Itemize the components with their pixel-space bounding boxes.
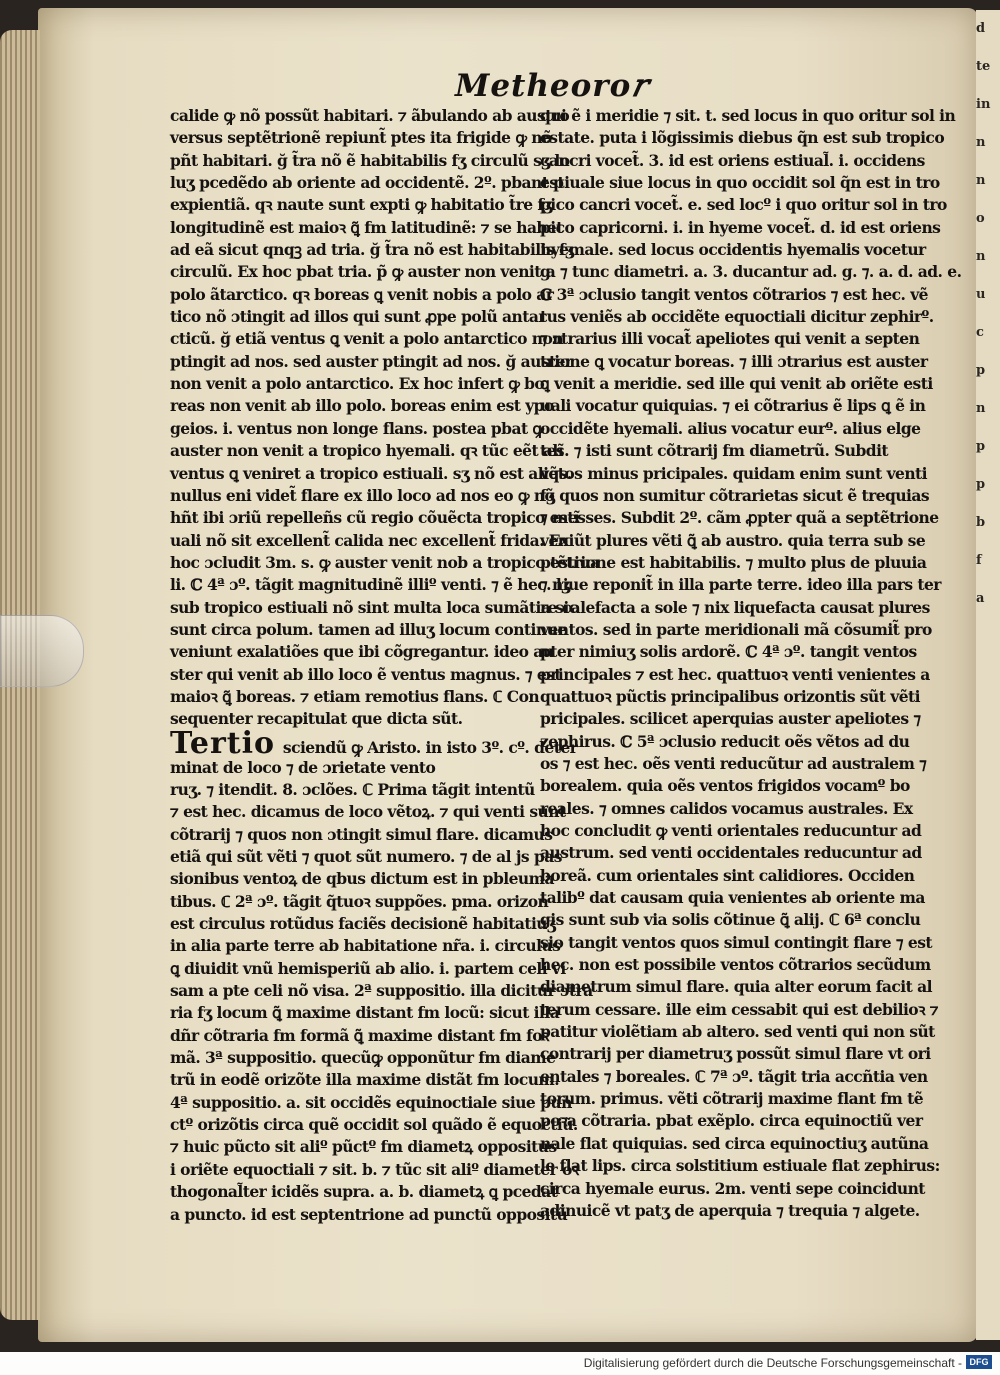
text-line: reas non venit ab illo polo. boreas enim est ypo	[170, 396, 554, 416]
text-line: ventus ꝗ veniret a tropico estiuali. sʒ nõ est aliqs.	[170, 463, 572, 483]
text-line: ptẽtrione est habitabilis. ⁊ multo plus de pluuia	[540, 552, 927, 572]
text-line: os ⁊ est hec. oẽs venti reducũtur ad australem ⁊	[540, 753, 927, 773]
text-line: occidẽte hyemali. alius vocatur eurº. alius elge	[540, 418, 921, 438]
text-line: contrarij per diametruʒ possũt simul flare vt ori	[540, 1044, 931, 1064]
text-line: sionibus ventoꝝ de qbus dictum est in pbleuma	[170, 869, 554, 889]
text-line: tibus. ℂ 2ª ɔº. tãgit q̃tuoꝛ suppões. pma. orizon	[170, 891, 549, 911]
facing-page-fragment: u	[976, 287, 986, 302]
text-line: reales. ⁊ omnes calidos vocamus australes. Ex	[540, 798, 913, 818]
text-line: hoc concludit ꝙ venti orientales reducuntur ad	[540, 821, 922, 840]
text-line: sunt circa polum. tamen ad illuʒ locum continue	[170, 619, 567, 639]
text-line: longitudinẽ est maioꝛ ꝗ̃ fm latitudinẽ: ⁊ se habet	[170, 217, 563, 237]
text-line: minat de loco ⁊ de ɔrietate vento	[170, 757, 436, 777]
text-line: hyemale. sed locus occidentis hyemalis vocetur	[540, 240, 926, 260]
text-line: ria fʒ locum ꝗ̃ maxime distant fm locũ: sicut illa	[170, 1003, 560, 1023]
text-column-left	[170, 105, 600, 1226]
text-line: borealem. quia oẽs ventos frigidos vocamº bo	[540, 776, 910, 796]
facing-page-fragment: n	[976, 401, 986, 416]
text-line: ⁊ niue reponit̃ in illa parte terre. ideo illa pars ter	[540, 575, 941, 595]
footer-bar	[0, 1352, 1000, 1375]
text-line: gis sunt sub via solis cõtinue ꝗ̃ alij. ℂ 6ª conclu	[540, 910, 921, 930]
facing-page-fragment: n	[976, 135, 986, 150]
text-line: sio tangit ventos quos simul contingit flare ⁊ est	[540, 932, 933, 952]
text-line: trione ꝗ vocatur boreas. ⁊ illi ɔtrarius est auster	[540, 351, 928, 371]
text-line: geios. i. ventus non longe flans. postea pbat ꝙ	[170, 418, 544, 438]
text-line: pico cancri vocet̃. e. sed locº i quo oritur sol in tro	[540, 195, 947, 215]
footer-credit: Digitalisierung gefördert durch die Deutsche Forschungsgemeinschaft -	[583, 1356, 962, 1370]
text-line: nale flat quiquias. sed circa equinoctiuʒ autũna	[540, 1133, 929, 1153]
text-line: pricipales. scilicet aperquias auster apeliotes ⁊	[540, 709, 921, 729]
text-line: thogonal̃ter icidẽs supra. a. b. diametꝝ ꝗ pcedat	[170, 1182, 558, 1202]
text-line: auster non venit a tropico hyemali. qꝛ tũc eẽt alĩ	[170, 441, 564, 461]
text-line: vẽtos minus pricipales. quidam enim sunt venti	[540, 463, 928, 483]
text-line: torum. primus. vẽti cõtrarij maxime flant fm tẽ	[540, 1089, 924, 1109]
facing-page-fragment: n	[976, 173, 986, 188]
text-line: in alia parte terre ab habitatione nr̃a. i. circulus	[170, 936, 561, 956]
text-line: nullus eni videt̃ flare ex illo loco ad nos eo ꝙ nõ	[170, 485, 555, 505]
text-line: ⁊ ɔtrarius illi vocat̃ apeliotes qui venit a septen	[540, 329, 920, 349]
facing-page-fragment: te	[976, 59, 991, 74]
facing-page-fragment: in	[976, 97, 991, 112]
text-line: ⁊ huic pũcto sit aliº pũctº fm diametꝝ oppositus	[170, 1137, 557, 1157]
text-line: ster qui venit ab illo loco ẽ ventus magnus. ⁊ est	[170, 664, 561, 684]
facing-page-fragment: o	[976, 211, 985, 226]
text-line: expientiã. qꝛ naute sunt expti ꝙ habitatio t̃re fʒ	[170, 195, 552, 215]
text-line: sequenter recapitulat que dicta sũt.	[170, 709, 463, 729]
text-line: calide ꝙ nõ possũt habitari. ⁊ ãbulando ab austro	[170, 106, 570, 125]
text-column-right	[540, 105, 962, 1222]
text-line: etiã qui sũt vẽti ⁊ quot sũt numero. ⁊ de al js pas	[170, 847, 562, 866]
text-line: ⁊ est hec. dicamus de loco vẽtoꝝ. ⁊ qui venti sunt	[170, 802, 566, 822]
text-line: austrum. sed venti occidentales reducuntur ad	[540, 843, 922, 863]
text-line: li. ℂ 4ª ɔº. tãgit magnitudinẽ illiº venti. ⁊ ẽ hec. lʒ	[170, 575, 570, 595]
text-line: cticũ. ğ etiã ventus ꝗ venit a polo antarctico non	[170, 329, 564, 349]
text-line: principales ⁊ est hec. quattuoꝛ venti venientes a	[540, 664, 930, 684]
facing-page-strip	[976, 10, 1000, 1340]
text-line: estate. puta i lõgissimis diebus q̃n est sub tropico	[540, 128, 945, 148]
text-line: a puncto. id est septentrione ad punctũ oppositũ	[170, 1204, 568, 1224]
text-line: ventos. sed in parte meridionali mã cõsumit̃ pro	[540, 619, 932, 639]
text-line: diametrum simul flare. quia alter eorum facit al	[540, 977, 932, 997]
text-line: le flat lips. circa solstitium estiuale flat zephirus:	[540, 1156, 940, 1176]
text-line: entales ⁊ boreales. ℂ 7ª ɔº. tãgit tria accñtia ven	[540, 1066, 928, 1086]
plastic-clip	[0, 615, 84, 687]
text-line: mã. 3ª suppositio. quecũꝙ opponũtur fm diame	[170, 1048, 556, 1068]
text-line: pter nimiuʒ solis ardorẽ. ℂ 4ª ɔº. tangit ventos	[540, 642, 917, 662]
text-line: ad eã sicut qnqꝫ ad tria. ğ t̃ra nõ est habitabilis fʒ	[170, 240, 574, 260]
running-head: Metheoro𝑟	[455, 68, 648, 104]
text-line: uali nõ sit excellent̃ calida nec excellent̃ frida. Ex	[170, 530, 569, 550]
text-line: 4ª suppositio. a. sit occidẽs equinoctiale siue pun	[170, 1092, 572, 1112]
text-line: sub tropico estiuali nõ sint multa loca sumãtia sic	[170, 597, 578, 617]
facing-page-fragment: f	[976, 553, 982, 568]
text-line: poꝛa cõtraria. pbat exẽplo. circa equinoctiũ ver	[540, 1111, 923, 1131]
text-line: est circulus rotũdus faciẽs decisionẽ habitatiuʒ	[170, 914, 556, 934]
text-line: sam a pte celi nõ visa. 2ª suppositio. illa dicitur ɔtra	[170, 981, 593, 1001]
text-line: estiuale siue locus in quo occidit sol q̃n est in tro	[540, 173, 940, 193]
text-line: trũ in eodẽ orizõte illa maxime distãt fm locum.	[170, 1070, 560, 1090]
text-line: re calefacta a sole ⁊ nix liquefacta causat plures	[540, 597, 930, 617]
text-line: zephirus. ℂ 5ª ɔclusio reducit oẽs vẽtos ad du	[540, 731, 910, 751]
text-line: cõtrarij ⁊ quos non ɔtingit simul flare. dicamus	[170, 824, 553, 844]
facing-page-fragment: p	[976, 477, 986, 492]
text-line: hoc ɔcludit 3m. s. ꝙ auster venit nob a tropico estiua	[170, 552, 600, 572]
text-line: quattuoꝛ pũctis principalibus orizontis sũt vẽti	[540, 686, 920, 706]
text-line: talibº dat causam quia venientes ab oriente ma	[540, 888, 925, 908]
text-line: tus veniẽs ab occidẽte equoctiali dicitur zephirº.	[540, 307, 934, 327]
text-line: adinuicẽ vt patʒ de aperquia ⁊ trequia ⁊ algete.	[540, 1200, 920, 1220]
text-line: i oriẽte equoctiali ⁊ sit. b. ⁊ tũc sit aliº diameter oꝛ	[170, 1159, 579, 1179]
text-line: circa hyemale eurus. 2m. venti sepe coincidunt	[540, 1178, 925, 1198]
facing-page-fragment: p	[976, 363, 986, 378]
text-line: hñt ibi ɔriũ repelleñs cũ regio cõuẽcta tropico estĩ	[170, 508, 580, 528]
text-line: non venit a polo antarctico. Ex hoc infert ꝙ bo	[170, 374, 545, 394]
text-line: ꝗ diuidit vnũ hemisperiũ ab alio. i. partem celi vi	[170, 958, 566, 978]
text-line: maioꝛ ꝗ̃ boreas. ⁊ etiam remotius flans. ℂ Con	[170, 686, 540, 706]
text-line: luʒ pcedẽdo ab oriente ad occidentẽ. 2º. pbant p	[170, 173, 564, 193]
text-line: tes. ⁊ isti sunt cõtrarij fm diametrũ. Subdit	[540, 441, 889, 461]
text-line: fʒ quos non sumitur cõtrarietas sicut ẽ trequias	[540, 485, 930, 505]
text-line: ⁊ messes. Subdit 2º. cãm ꝓpter quã a septẽtrione	[540, 508, 939, 528]
dfg-logo: DFG	[966, 1355, 992, 1369]
facing-page-fragment: d	[976, 21, 986, 36]
text-line: g. ⁊ tunc diametri. a. 3. ducantur ad. g. ⁊. a. d. ad. e.	[540, 262, 962, 282]
text-line: versus septẽtrionẽ repiunt̃ ptes ita frigide ꝙ nõ	[170, 128, 552, 148]
text-line: tico nõ ɔtingit ad illos qui sunt ꝓpe polũ antar	[170, 307, 546, 327]
text-line: veniũt plures vẽti ꝗ̃ ab austro. quia terra sub se	[540, 530, 926, 550]
text-line: terum cessare. ille eim cessabit qui est debilioꝛ ⁊	[540, 999, 939, 1019]
text-line: qui ẽ i meridie ⁊ sit. t. sed locus in quo oritur sol in	[540, 106, 956, 125]
text-line: dñr cõtraria fm formã ꝗ̃ maxime distant fm foꝛ	[170, 1025, 549, 1045]
text-line: Tertio sciendũ ꝙ Aristo. in isto 3º. cº. deter	[170, 725, 578, 761]
text-line: circulũ. Ex hoc pbat tria. p̃ ꝙ auster non venit a	[170, 262, 556, 282]
text-line: veniunt exalatiões que ibi cõgregantur. ideo au	[170, 642, 554, 662]
text-line: hec. non est possibile ventos cõtrarios secũdum	[540, 955, 931, 975]
section-initial: Tertio	[170, 725, 276, 761]
facing-page-fragment: b	[976, 515, 986, 530]
text-line: uali vocatur quiquias. ⁊ ei cõtrarius ẽ lips ꝗ ẽ in	[540, 396, 926, 416]
text-line: pñt habitari. ğ t̃ra nõ ẽ habitabilis fʒ circulũ sʒ lo	[170, 150, 570, 170]
text-line: ruʒ. ⁊ itendit. 8. ɔclões. ℂ Prima tãgit intentũ	[170, 779, 535, 799]
text-line: ℂ 3ª ɔclusio tangit ventos cõtrarios ⁊ est hec. vẽ	[540, 284, 928, 304]
facing-page-fragment: a	[976, 591, 985, 606]
facing-page-fragment: c	[976, 325, 984, 340]
text-line: patitur violẽtiam ab altero. sed venti qui non sũt	[540, 1022, 935, 1042]
text-line: ptingit ad nos. sed auster ptingit ad nos. ğ auster	[170, 351, 573, 371]
text-line: cancri vocet̃. 3. id est oriens estiual̃. i. occidens	[540, 150, 925, 170]
text-line: ctº orizõtis circa quẽ occidit sol quãdo ẽ equoctiũ.	[170, 1115, 578, 1135]
facing-page-fragment: n	[976, 249, 986, 264]
facing-page-fragment: p	[976, 439, 986, 454]
text-line: pico capricorni. i. in hyeme vocet̃. d. id est oriens	[540, 217, 941, 237]
text-line: boreã. cum orientales sint calidiores. Occiden	[540, 865, 915, 885]
text-line: polo ãtarctico. qꝛ boreas ꝗ venit nobis a polo ar	[170, 284, 554, 304]
text-line: ꝗ venit a meridie. sed ille qui venit ab oriẽte esti	[540, 374, 933, 394]
